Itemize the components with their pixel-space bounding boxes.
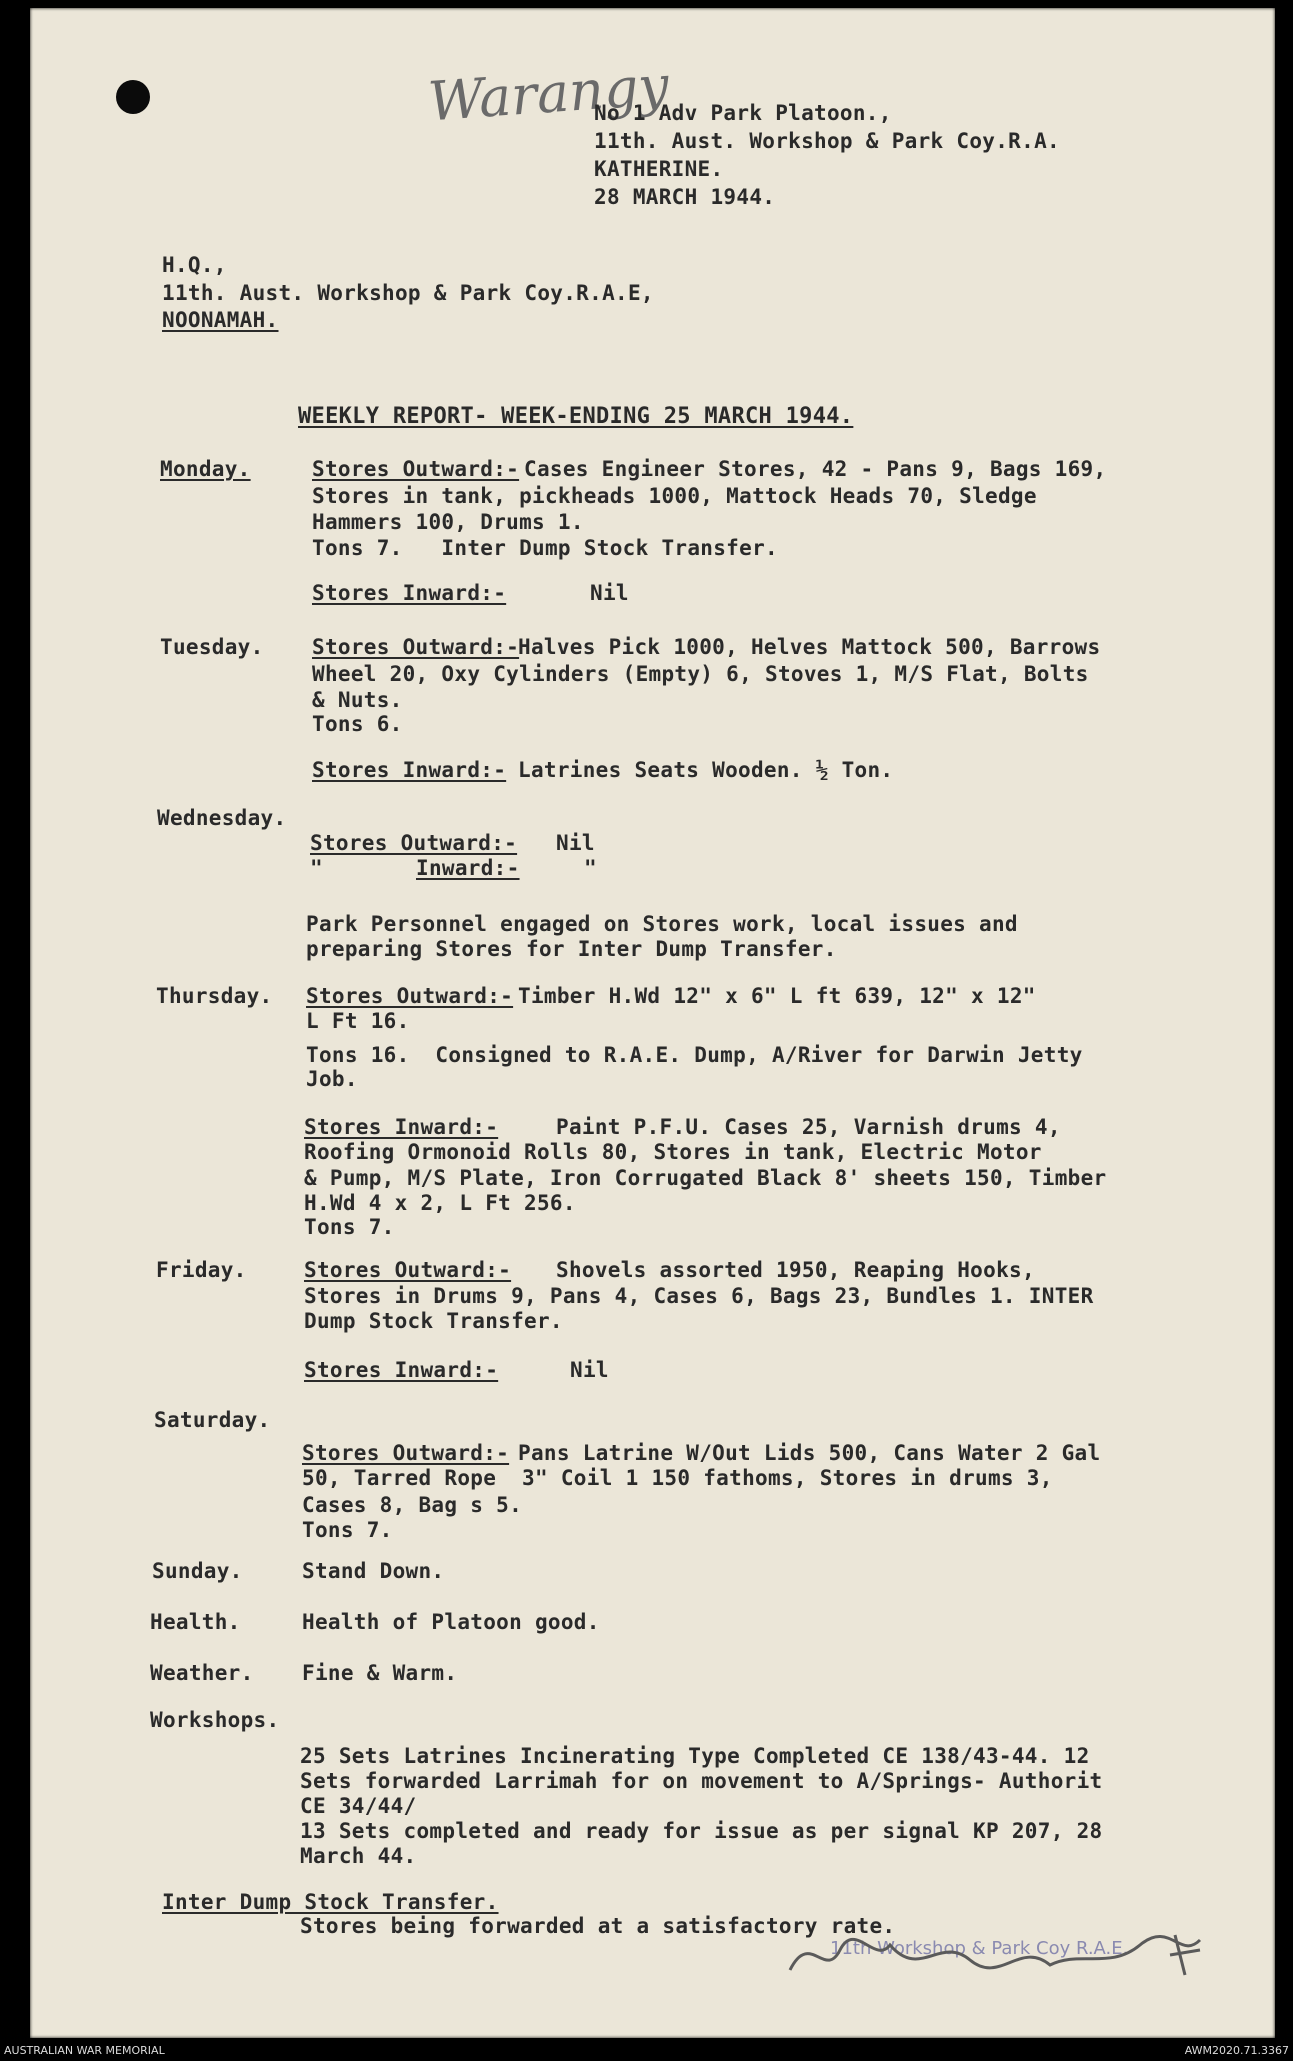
tuesday-outward-line-4: Tons 6.: [312, 712, 403, 736]
tuesday-inward-label: Stores Inward:-: [312, 758, 507, 782]
footer-accession: AWM2020.71.3367: [1184, 2044, 1289, 2057]
report-date: 28 MARCH 1944.: [594, 185, 776, 209]
workshops-line-1: 25 Sets Latrines Incinerating Type Completed CE 138/43-44. 12: [300, 1744, 1090, 1768]
to-line-1: H.Q.,: [162, 253, 227, 277]
monday-outward-line-2: Stores in tank, pickheads 1000, Mattock Heads 70, Sledge: [312, 484, 1037, 508]
handwritten-annotation: Warangy: [426, 53, 671, 134]
wednesday-inward-label: Inward:-: [416, 856, 520, 880]
handwritten-signature: [780, 1920, 1210, 1990]
thursday-inward-line-5: Tons 7.: [304, 1215, 395, 1239]
wednesday-outward-value: Nil: [556, 831, 595, 855]
workshops-line-5: March 44.: [300, 1844, 417, 1868]
friday-outward-line-3: Dump Stock Transfer.: [304, 1309, 563, 1333]
transfer-value: Stores being forwarded at a satisfactory rate.: [300, 1914, 896, 1938]
unit-stamp: 11th Workshop & Park Coy R.A.E.: [830, 1938, 1129, 1959]
saturday-outward-line-3: Cases 8, Bag s 5.: [302, 1493, 523, 1517]
health-value: Health of Platoon good.: [302, 1610, 600, 1634]
friday-outward-line-1: Shovels assorted 1950, Reaping Hooks,: [556, 1258, 1035, 1282]
wednesday-ditto: ": [310, 856, 323, 880]
thursday-inward-line-1: Paint P.F.U. Cases 25, Varnish drums 4,: [556, 1115, 1061, 1139]
day-saturday: Saturday.: [154, 1408, 271, 1432]
footer-institution: AUSTRALIAN WAR MEMORIAL: [4, 2044, 165, 2057]
thursday-inward-line-2: Roofing Ormonoid Rolls 80, Stores in tank, Electric Motor: [304, 1140, 1042, 1164]
workshops-line-4: 13 Sets completed and ready for issue as per signal KP 207, 28: [300, 1819, 1103, 1843]
friday-outward-line-2: Stores in Drums 9, Pans 4, Cases 6, Bags 23, Bundles 1. INTER: [304, 1284, 1094, 1308]
wednesday-note-2: preparing Stores for Inter Dump Transfer.: [306, 937, 837, 961]
wednesday-inward-value: ": [584, 856, 597, 880]
tuesday-outward-label: Stores Outward:-: [312, 635, 520, 659]
day-monday: Monday.: [160, 457, 251, 481]
wednesday-note-1: Park Personnel engaged on Stores work, local issues and: [306, 912, 1018, 936]
friday-inward-label: Stores Inward:-: [304, 1358, 499, 1382]
saturday-outward-line-1: Pans Latrine W/Out Lids 500, Cans Water 2 Gal: [518, 1441, 1101, 1465]
monday-outward-line-4: Tons 7. Inter Dump Stock Transfer.: [312, 536, 778, 560]
tuesday-outward-line-2: Wheel 20, Oxy Cylinders (Empty) 6, Stoves 1, M/S Flat, Bolts: [312, 662, 1089, 686]
thursday-outward-line-4: Job.: [306, 1067, 358, 1091]
health-label: Health.: [150, 1610, 241, 1634]
from-line-3: KATHERINE.: [594, 157, 724, 181]
punch-hole: [116, 80, 150, 114]
day-thursday: Thursday.: [156, 984, 273, 1008]
tuesday-outward-line-3: & Nuts.: [312, 688, 403, 712]
to-line-2: 11th. Aust. Workshop & Park Coy.R.A.E,: [162, 281, 654, 305]
thursday-outward-label: Stores Outward:-: [306, 984, 514, 1008]
day-tuesday: Tuesday.: [160, 635, 264, 659]
saturday-outward-line-2: 50, Tarred Rope 3" Coil 1 150 fathoms, Stores in drums 3,: [302, 1466, 1053, 1490]
friday-outward-label: Stores Outward:-: [304, 1258, 512, 1282]
thursday-inward-line-3: & Pump, M/S Plate, Iron Corrugated Black 8' sheets 150, Timber: [304, 1166, 1107, 1190]
from-line-2: 11th. Aust. Workshop & Park Coy.R.A.: [594, 129, 1060, 153]
workshops-line-3: CE 34/44/: [300, 1794, 417, 1818]
thursday-inward-line-4: H.Wd 4 x 2, L Ft 256.: [304, 1191, 576, 1215]
friday-inward-value: Nil: [570, 1358, 609, 1382]
monday-inward-value: Nil: [590, 581, 629, 605]
wednesday-outward-label: Stores Outward:-: [310, 831, 518, 855]
monday-outward-label: Stores Outward:-: [312, 457, 520, 481]
from-line-1: No 1 Adv Park Platoon.,: [594, 101, 892, 125]
workshops-line-2: Sets forwarded Larrimah for on movement to A/Springs- Authorit: [300, 1769, 1103, 1793]
monday-outward-line-3: Hammers 100, Drums 1.: [312, 510, 584, 534]
tuesday-outward-line-1: Halves Pick 1000, Helves Mattock 500, Barrows: [518, 635, 1101, 659]
day-friday: Friday.: [156, 1258, 247, 1282]
weather-label: Weather.: [150, 1661, 254, 1685]
report-title: WEEKLY REPORT- WEEK-ENDING 25 MARCH 1944.: [298, 404, 854, 429]
sunday-value: Stand Down.: [302, 1559, 445, 1583]
weather-value: Fine & Warm.: [302, 1661, 458, 1685]
saturday-outward-label: Stores Outward:-: [302, 1441, 510, 1465]
monday-outward-line-1: Cases Engineer Stores, 42 - Pans 9, Bags 169,: [524, 457, 1107, 481]
to-line-3: NOONAMAH.: [162, 308, 279, 332]
thursday-outward-line-1: Timber H.Wd 12" x 6" L ft 639, 12" x 12": [518, 984, 1036, 1008]
monday-inward-label: Stores Inward:-: [312, 581, 507, 605]
thursday-inward-label: Stores Inward:-: [304, 1115, 499, 1139]
day-wednesday: Wednesday.: [157, 806, 287, 830]
transfer-label: Inter Dump Stock Transfer.: [162, 1890, 499, 1914]
thursday-outward-line-2: L Ft 16.: [306, 1009, 410, 1033]
tuesday-inward-value: Latrines Seats Wooden. ½ Ton.: [518, 758, 894, 782]
saturday-outward-line-4: Tons 7.: [302, 1518, 393, 1542]
workshops-label: Workshops.: [150, 1708, 280, 1732]
thursday-outward-line-3: Tons 16. Consigned to R.A.E. Dump, A/River for Darwin Jetty: [306, 1043, 1083, 1067]
day-sunday: Sunday.: [152, 1559, 243, 1583]
